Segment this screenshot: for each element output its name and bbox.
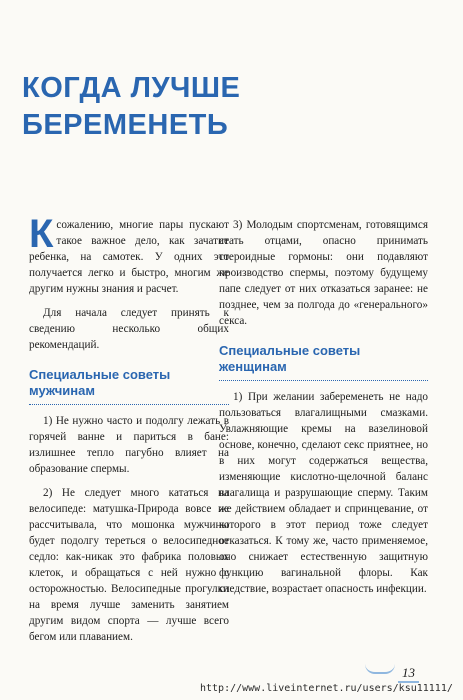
women-tip-1: 1) При желании забеременеть не надо пользоваться влагалищными смазками. Увлажняющие кремы на вазелиновой основе, конечно, сделают секс приятнее, но в них могут содержаться вещества, изменяющие кислотно-щелочной баланс влагалища и разрушающие сперму. Таким же действием обладает и спринцевание, от которого в этот период тоже следует отказаться. К тому же, часто применяемое, оно снижает естественную защитную функцию вагинальной флоры. Как следствие, возрастает опасность инфекции. [219, 391, 428, 595]
men-subheading-line-1: Специальные советы [29, 367, 171, 382]
recommendations-paragraph: Для начала следует принять к сведению несколько общих рекомендаций. [29, 307, 229, 351]
page-ornament [365, 660, 395, 674]
women-subheading-line-2: женщинам [219, 359, 287, 374]
left-column [29, 212, 229, 653]
men-tip-2: 2) Не следует много кататься на велосипеде: матушка-Природа вовсе не рассчитывала, что мошонка мужчины будет подолгу тереться о велосипедное седло: как-никак это фабрика половых клеток, и обращаться с ней нужно с осторожностью. Велосипедные прогулки на время лучше заменить занятием другим видом спорта — лучше всего бегом или плаванием. [29, 487, 229, 643]
men-tip-3: 3) Молодым спортсменам, готовящимся стать отцами, опасно принимать стероидные гормоны: они подавляют производство спермы, поэтому будущему папе следует от них отказаться заранее: не позднее, чем за полгода до «генерального» секса. [219, 219, 428, 327]
men-subheading [29, 367, 229, 405]
men-tip-1: 1) Не нужно часто и подолгу лежать в горячей ванне и париться в бане: излишнее тепло пагубно влияет на образование спермы. [29, 415, 229, 475]
right-column [219, 217, 428, 605]
women-subheading-line-1: Специальные советы [219, 343, 361, 358]
page-title [22, 70, 240, 144]
men-subheading-line-2: мужчинам [29, 383, 95, 398]
page-number: 13 [398, 665, 419, 683]
intro-text: сожалению, многие пары пускают такое важное дело, как зачатие ребенка, на самотек. У одних это получается легко и быстро, многим же другим нужны знания и расчет. [29, 219, 229, 295]
women-subheading [219, 343, 428, 381]
footer-url[interactable]: http://www.liveinternet.ru/users/ksu11111/ [200, 683, 453, 694]
intro-paragraph [29, 212, 229, 297]
title-line-1: КОГДА ЛУЧШЕ [22, 72, 241, 104]
title-line-2: БЕРЕМЕНЕТЬ [22, 109, 229, 141]
drop-cap: К [29, 212, 54, 256]
